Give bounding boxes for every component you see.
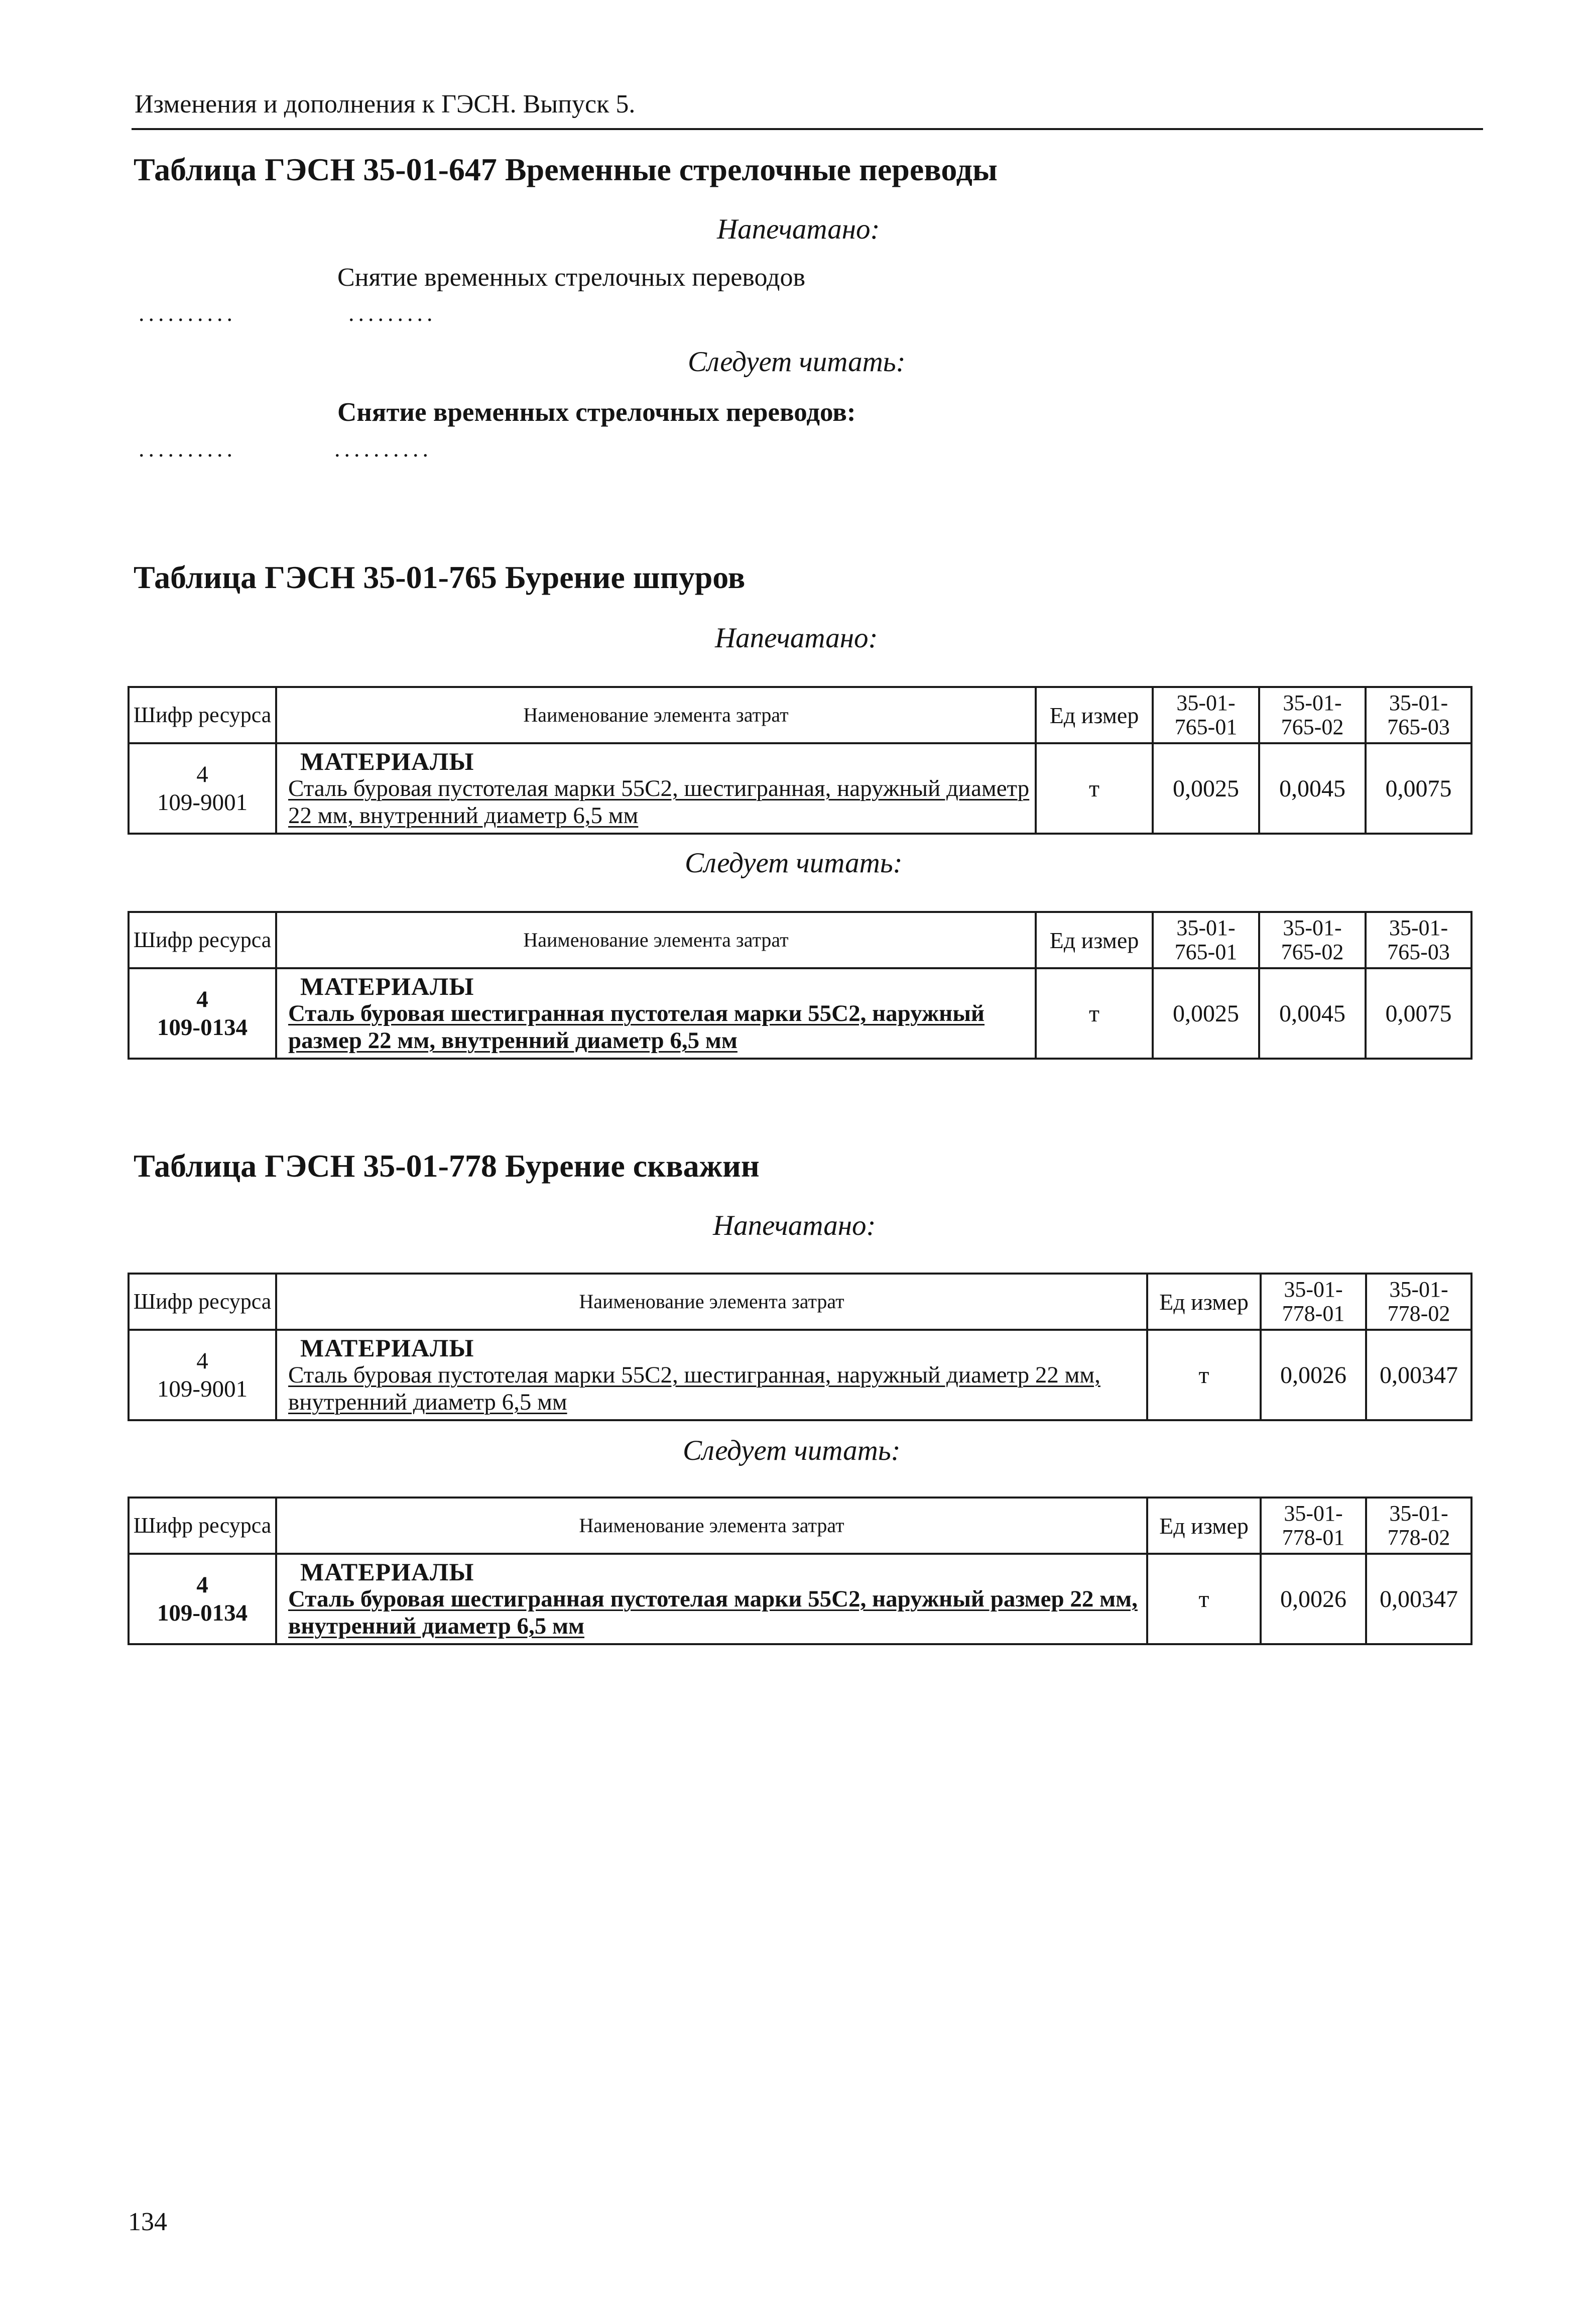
header-col-2: 35-01- 765-02: [1259, 687, 1366, 743]
table-765-printed: [128, 686, 1472, 835]
value-cell: 0,0075: [1366, 968, 1471, 1059]
header-unit: Ед измер: [1147, 1498, 1261, 1554]
value-cell: 0,0045: [1259, 743, 1366, 834]
table-row: [129, 968, 1471, 1059]
value-cell: 0,0025: [1153, 743, 1259, 834]
resource-name-cell: МАТЕРИАЛЫ Сталь буровая пустотелая марки 55С2, шестигранная, наружный диаметр 22 мм, внутренний диаметр 6,5 мм: [276, 1330, 1147, 1420]
value-cell: 0,0075: [1366, 743, 1471, 834]
value-cell: 0,0025: [1153, 968, 1259, 1059]
header-name: Наименование элемента затрат: [276, 687, 1036, 743]
printed-label-765: Напечатано:: [715, 622, 878, 654]
header-col-3: 35-01- 765-03: [1366, 912, 1471, 968]
unit-cell: т: [1147, 1554, 1261, 1644]
table-765-read: [128, 911, 1472, 1060]
read-label-778: Следует читать:: [683, 1435, 901, 1466]
header-col-1: 35-01- 765-01: [1153, 687, 1259, 743]
table-header-row: [129, 912, 1471, 968]
value-cell: 0,0045: [1259, 968, 1366, 1059]
unit-cell: т: [1036, 968, 1153, 1059]
ellipsis-left-1: ..........: [139, 300, 236, 326]
unit-cell: т: [1036, 743, 1153, 834]
header-col-1: 35-01- 778-01: [1261, 1274, 1366, 1330]
header-unit: Ед измер: [1147, 1274, 1261, 1330]
printed-text-647: Снятие временных стрелочных переводов: [337, 263, 806, 292]
header-name: Наименование элемента затрат: [276, 912, 1036, 968]
section-title-647: Таблица ГЭСН 35-01-647 Временные стрелочные переводы: [134, 152, 998, 187]
header-code: Шифр ресурса: [129, 1498, 276, 1554]
table-778-read: [128, 1497, 1472, 1645]
section-title-765: Таблица ГЭСН 35-01-765 Бурение шпуров: [134, 559, 746, 595]
table-row: [129, 1330, 1471, 1420]
table-header-row: [129, 1498, 1471, 1554]
ellipsis-right-2: ..........: [334, 436, 432, 462]
table-header-row: [129, 687, 1471, 743]
header-name: Наименование элемента затрат: [276, 1274, 1147, 1330]
resource-code-cell: 4 109-9001: [129, 1330, 276, 1420]
value-cell: 0,00347: [1366, 1330, 1471, 1420]
header-code: Шифр ресурса: [129, 687, 276, 743]
section-title-778: Таблица ГЭСН 35-01-778 Бурение скважин: [134, 1148, 760, 1184]
header-col-2: 35-01- 765-02: [1259, 912, 1366, 968]
printed-label-647: Напечатано:: [717, 213, 880, 245]
header-code: Шифр ресурса: [129, 1274, 276, 1330]
header-col-1: 35-01- 765-01: [1153, 912, 1259, 968]
resource-name-cell: МАТЕРИАЛЫ Сталь буровая шестигранная пустотелая марки 55С2, наружный размер 22 мм, внутренний диаметр 6,5 мм: [276, 1554, 1147, 1644]
header-name: Наименование элемента затрат: [276, 1498, 1147, 1554]
table-778-printed: [128, 1273, 1472, 1421]
page-number: 134: [128, 2208, 167, 2236]
running-header: Изменения и дополнения к ГЭСН. Выпуск 5.: [135, 90, 636, 119]
resource-code-cell: 4 109-0134: [129, 968, 276, 1059]
header-col-1: 35-01- 778-01: [1261, 1498, 1366, 1554]
read-text-647: Снятие временных стрелочных переводов:: [337, 398, 856, 427]
header-rule: [132, 128, 1483, 130]
header-unit: Ед измер: [1036, 912, 1153, 968]
read-label-647: Следует читать:: [688, 346, 906, 378]
resource-code-cell: 4 109-0134: [129, 1554, 276, 1644]
header-unit: Ед измер: [1036, 687, 1153, 743]
unit-cell: т: [1147, 1330, 1261, 1420]
header-col-2: 35-01- 778-02: [1366, 1498, 1471, 1554]
ellipsis-right-1: .........: [348, 300, 437, 326]
value-cell: 0,0026: [1261, 1554, 1366, 1644]
table-row: [129, 743, 1471, 834]
table-row: [129, 1554, 1471, 1644]
printed-label-778: Напечатано:: [713, 1210, 876, 1241]
read-label-765: Следует читать:: [685, 847, 903, 879]
table-header-row: [129, 1274, 1471, 1330]
resource-code-cell: 4 109-9001: [129, 743, 276, 834]
header-col-2: 35-01- 778-02: [1366, 1274, 1471, 1330]
resource-name-cell: МАТЕРИАЛЫ Сталь буровая пустотелая марки 55С2, шестигранная, наружный диаметр 22 мм, внутренний диаметр 6,5 мм: [276, 743, 1036, 834]
header-col-3: 35-01- 765-03: [1366, 687, 1471, 743]
value-cell: 0,00347: [1366, 1554, 1471, 1644]
header-code: Шифр ресурса: [129, 912, 276, 968]
ellipsis-left-2: ..........: [139, 436, 236, 462]
value-cell: 0,0026: [1261, 1330, 1366, 1420]
resource-name-cell: МАТЕРИАЛЫ Сталь буровая шестигранная пустотелая марки 55С2, наружный размер 22 мм, внутренний диаметр 6,5 мм: [276, 968, 1036, 1059]
